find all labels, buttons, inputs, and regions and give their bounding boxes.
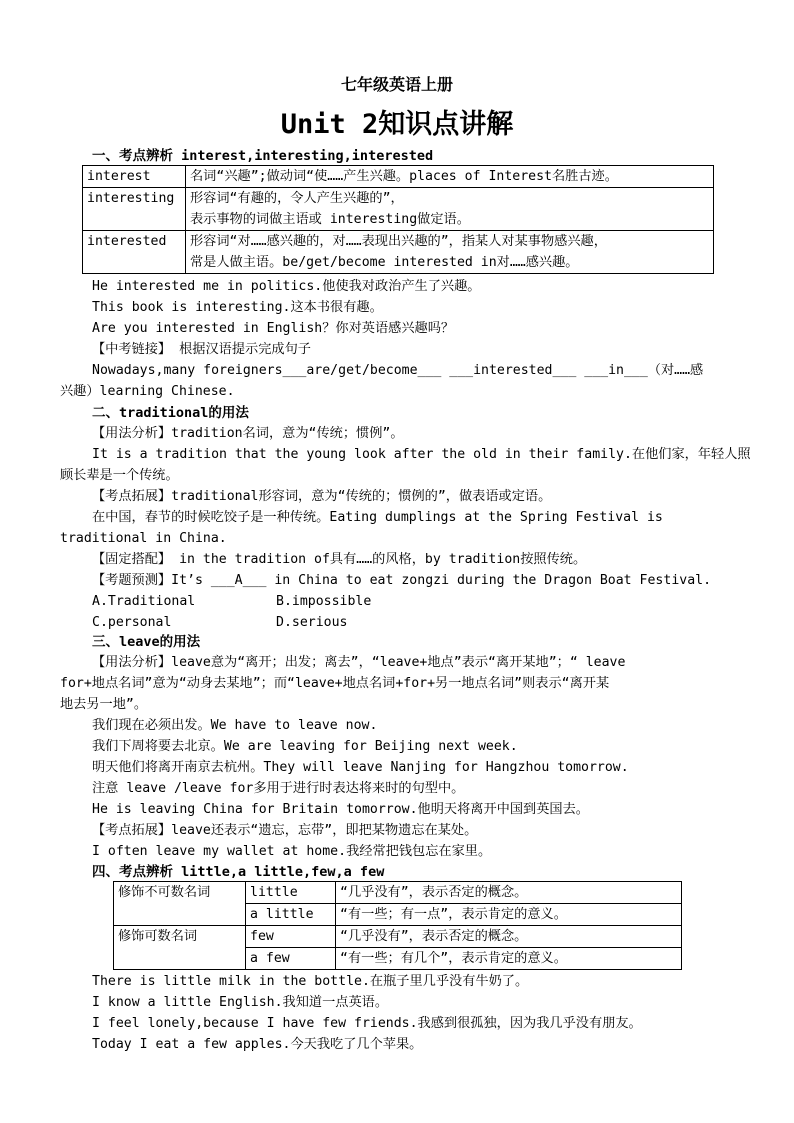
document-title: Unit 2知识点讲解 [280,109,514,140]
example-sentence: He is leaving China for Britain tomorrow.他明天将离开中国到英国去。 [92,802,589,817]
exam-question: Nowadays,many foreigners___are/get/become___ ___interested___ ___in___（对……感 [92,363,704,378]
option-b: B.impossible [276,594,372,609]
example-sentence: 在中国，春节的时候吃饺子是一种传统。Eating dumplings at the Spring Festival is [92,510,663,525]
example-sentence: I often leave my wallet at home.我经常把钱包忘在家里。 [92,844,492,859]
usage-analysis: 【用法分析】leave意为“离开；出发；离去”，“leave+地点”表示“离开某地”；“ leave [92,655,626,670]
table-cell-meaning: “有一些；有几个”，表示肯定的意义。 [336,948,682,970]
option-a: A.Traditional [92,594,196,609]
interest-table [82,165,714,274]
usage-analysis-cont: 地去另一地”。 [60,697,148,712]
extension-note: 【考点拓展】traditional形容词，意为“传统的；惯例的”，做表语或定语。 [92,489,552,504]
section1-heading: 一、考点辨析 interest,interesting,interested [92,148,434,164]
example-sentence: He interested me in politics.他使我对政治产生了兴趣。 [92,279,481,294]
table-row [114,926,682,948]
table-cell-word: a few [246,948,336,970]
example-sentence: Today I eat a few apples.今天我吃了几个苹果。 [92,1037,423,1052]
example-sentence: There is little milk in the bottle.在瓶子里几乎没有牛奶了。 [92,974,529,989]
table-cell-meaning: “有一些；有一点”，表示肯定的意义。 [336,904,682,926]
table-row [83,166,714,188]
table-cell-word: interesting [83,188,186,231]
table-cell-word: a little [246,904,336,926]
fixed-collocation: 【固定搭配】 in the tradition of具有……的风格，by tradition按照传统。 [92,552,587,567]
table-row [114,882,682,904]
section3-heading: 三、leave的用法 [92,634,201,650]
document-subtitle: 七年级英语上册 [340,75,453,94]
table-cell-word: little [246,882,336,904]
usage-analysis: 【用法分析】tradition名词，意为“传统；惯例”。 [92,426,404,441]
table-cell-word: interest [83,166,186,188]
example-sentence: This book is interesting.这本书很有趣。 [92,300,383,315]
note: 注意 leave /leave for多用于进行时表达将来时的句型中。 [92,781,465,796]
table-group-label: 修饰可数名词 [114,926,246,970]
option-d: D.serious [276,615,348,630]
exam-link-label: 【中考链接】 根据汉语提示完成句子 [92,342,311,357]
little-few-table [113,881,682,970]
example-sentence: 我们下周将要去北京。We are leaving for Beijing next week. [92,739,518,754]
example-sentence: Are you interested in English？你对英语感兴趣吗？ [92,321,455,336]
table-cell-meaning: “几乎没有”，表示否定的概念。 [336,882,682,904]
table-group-label: 修饰不可数名词 [114,882,246,926]
section2-heading: 二、traditional的用法 [92,405,249,421]
table-cell-meaning: “几乎没有”，表示否定的概念。 [336,926,682,948]
exam-prediction: 【考题预测】It’s ___A___ in China to eat zongzi during the Dragon Boat Festival. [92,573,712,588]
example-sentence: I feel lonely,because I have few friends.我感到很孤独，因为我几乎没有朋友。 [92,1016,642,1031]
exam-question-cont: 兴趣）learning Chinese. [60,384,235,399]
example-sentence-cont: 顾长辈是一个传统。 [60,468,179,483]
table-cell-desc: 形容词“对……感兴趣的，对……表现出兴趣的”，指某人对某事物感兴趣， 常是人做主语。be/get/become interested in对……感兴趣。 [186,231,714,274]
table-row [83,231,714,274]
example-sentence: I know a little English.我知道一点英语。 [92,995,389,1010]
example-sentence: 我们现在必须出发。We have to leave now. [92,718,378,733]
extension-note: 【考点拓展】leave还表示“遗忘，忘带”，即把某物遗忘在某处。 [92,823,478,838]
usage-analysis-cont: for+地点名词”意为“动身去某地”；而“leave+地点名词+for+另一地点名词”则表示“离开某 [60,676,610,691]
table-cell-desc: 形容词“有趣的，令人产生兴趣的”， 表示事物的词做主语或 interesting做定语。 [186,188,714,231]
option-c: C.personal [92,615,172,630]
table-cell-word: few [246,926,336,948]
table-cell-desc: 名词“兴趣”;做动词“使……产生兴趣。places of Interest名胜古迹。 [186,166,714,188]
example-sentence: 明天他们将离开南京去杭州。They will leave Nanjing for Hangzhou tomorrow. [92,760,629,775]
table-cell-word: interested [83,231,186,274]
section4-heading: 四、考点辨析 little,a little,few,a few [92,864,385,880]
example-sentence: It is a tradition that the young look after the old in their family.在他们家，年轻人照 [92,447,751,462]
example-sentence-cont: traditional in China. [60,531,227,546]
table-row [83,188,714,231]
